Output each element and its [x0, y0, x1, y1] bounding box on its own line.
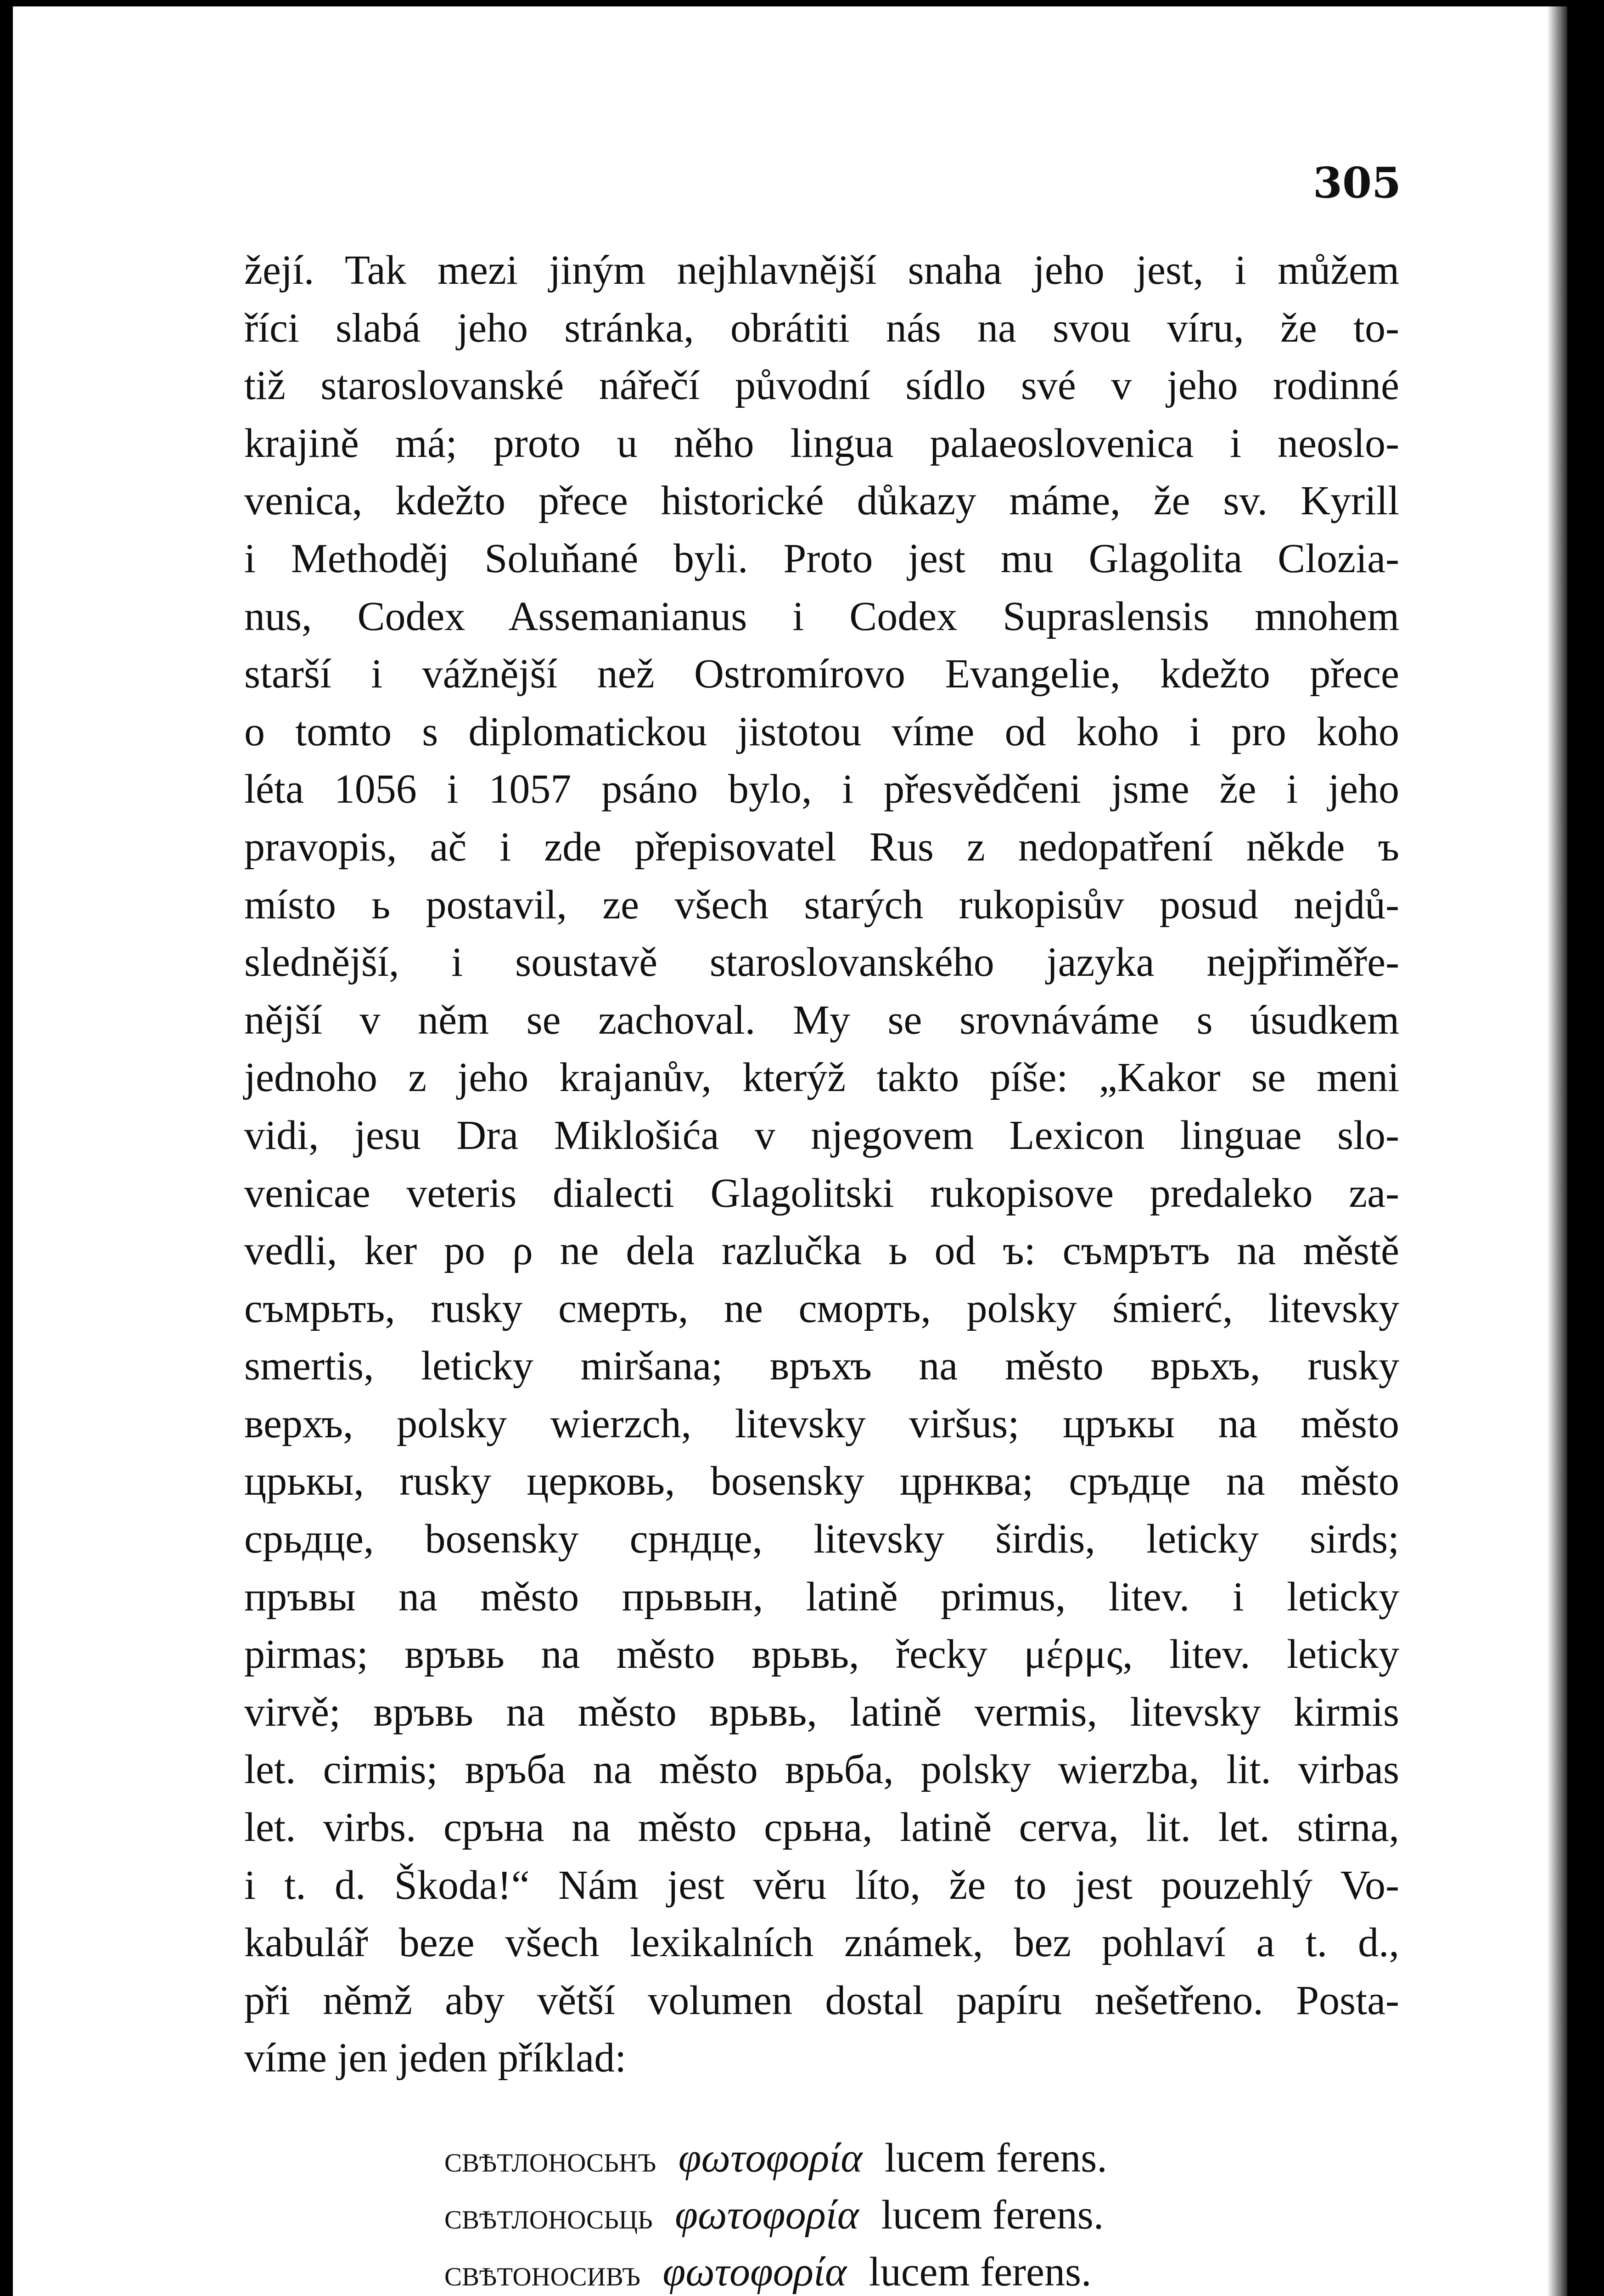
greek-word: φωτοφορία: [675, 2192, 859, 2238]
example-row: [444, 2244, 1119, 2296]
text-line-9: o tomto s diplomatickou jistotou víme od koho i pro koho: [244, 709, 1399, 754]
text-line-7: nus, Codex Assemanianus i Codex Supraslensis mnohem: [244, 593, 1399, 639]
text-line-13: slednější, i soustavě staroslovanského jazyka nejpřiměře-: [244, 940, 1399, 985]
text-line-18: vedli, ker po ρ ne dela razlučka ь od ъ: съмрътъ na městě: [244, 1228, 1399, 1274]
body-paragraph: [244, 242, 1399, 2087]
text-line-6: i Methoděj Soluňané byli. Proto jest mu Glagolita Clozia-: [244, 535, 1399, 581]
greek-word: φωτοφορία: [662, 2249, 847, 2295]
text-line-26: virvě; връвь na město врьвь, latině vermis, litevsky kirmis: [244, 1689, 1399, 1735]
text-line-17: venicae veteris dialecti Glagolitski rukopisove predaleko za-: [244, 1170, 1399, 1216]
text-line-16: vidi, jesu Dra Miklošića v njegovem Lexicon linguae slo-: [244, 1112, 1399, 1158]
text-line-19: съмрьть, rusky смерть, ne сморть, polsky śmierć, litevsky: [244, 1285, 1399, 1331]
latin-gloss: lucem ferens.: [869, 2249, 1092, 2295]
greek-word: φωτοφορία: [678, 2135, 863, 2181]
page-edge-shadow: [1547, 6, 1567, 2296]
text-line-31: při němž aby větší volumen dostal papíru nešetřeno. Posta-: [244, 1977, 1399, 2023]
latin-gloss: lucem ferens.: [885, 2135, 1107, 2181]
slavonic-word: свѣтлоносьнъ: [444, 2138, 656, 2180]
text-line-1: žejí. Tak mezi jiným nejhlavnější snaha jeho jest, i můžem: [244, 248, 1399, 293]
text-line-14: nější v něm se zachoval. My se srovnáváme s úsudkem: [244, 997, 1399, 1043]
text-line-20: smertis, leticky miršana; връхъ na město врьхъ, rusky: [244, 1343, 1399, 1389]
text-line-30: kabulář beze všech lexikalních známek, bez pohlaví a t. d.,: [244, 1920, 1399, 1966]
text-line-28: let. virbs. сръна na město срьна, latině cerva, lit. let. stirna,: [244, 1805, 1399, 1851]
text-line-15: jednoho z jeho krajanův, kterýž takto píše: „Kakor se meni: [244, 1055, 1399, 1101]
book-page: [13, 6, 1567, 2296]
slavonic-word: свѣтлоносьць: [444, 2195, 653, 2237]
text-line-25: pirmas; връвь na město врьвь, řecky μέρμς, litev. leticky: [244, 1632, 1399, 1677]
text-line-8: starší i vážnější než Ostromírovo Evangelie, kdežto přece: [244, 651, 1399, 697]
text-line-22: црькы, rusky церковь, bosensky црнква; сръдце na město: [244, 1458, 1399, 1504]
text-line-29: i t. d. Škoda!“ Nám jest věru líto, že to jest pouzehlý Vo-: [244, 1862, 1399, 1908]
example-row: [444, 2187, 1119, 2244]
text-line-4: krajině má; proto u něho lingua palaeoslovenica i neoslo-: [244, 420, 1399, 466]
text-line-11: pravopis, ač i zde přepisovatel Rus z nedopatření někde ъ: [244, 824, 1399, 870]
slavonic-word: свѣтоносивъ: [444, 2252, 640, 2294]
text-line-5: venica, kdežto přece historické důkazy máme, že sv. Kyrill: [244, 478, 1399, 524]
page-number: 305: [1313, 158, 1402, 208]
text-line-32: víme jen jeden příklad:: [244, 2035, 627, 2081]
text-line-21: верхъ, polsky wierzch, litevsky viršus; цръкы na město: [244, 1401, 1399, 1446]
text-line-3: tiž staroslovanské nářečí původní sídlo své v jeho rodinné: [244, 363, 1399, 409]
text-line-27: let. cirmis; връба na město врьба, polsky wierzba, lit. virbas: [244, 1747, 1399, 1793]
text-line-2: říci slabá jeho stránka, obrátiti nás na svou víru, že to-: [244, 305, 1399, 351]
text-line-24: пръвы na město прьвын, latině primus, litev. i leticky: [244, 1574, 1399, 1620]
example-row: [444, 2130, 1119, 2187]
latin-gloss: lucem ferens.: [881, 2192, 1104, 2238]
text-line-10: léta 1056 i 1057 psáno bylo, i přesvědčeni jsme že i jeho: [244, 766, 1399, 812]
text-line-23: срьдце, bosensky срндце, litevsky širdis, leticky sirds;: [244, 1516, 1399, 1562]
text-line-12: místo ь postavil, ze všech starých rukopisův posud nejdů-: [244, 882, 1399, 928]
example-list: [444, 2130, 1119, 2296]
